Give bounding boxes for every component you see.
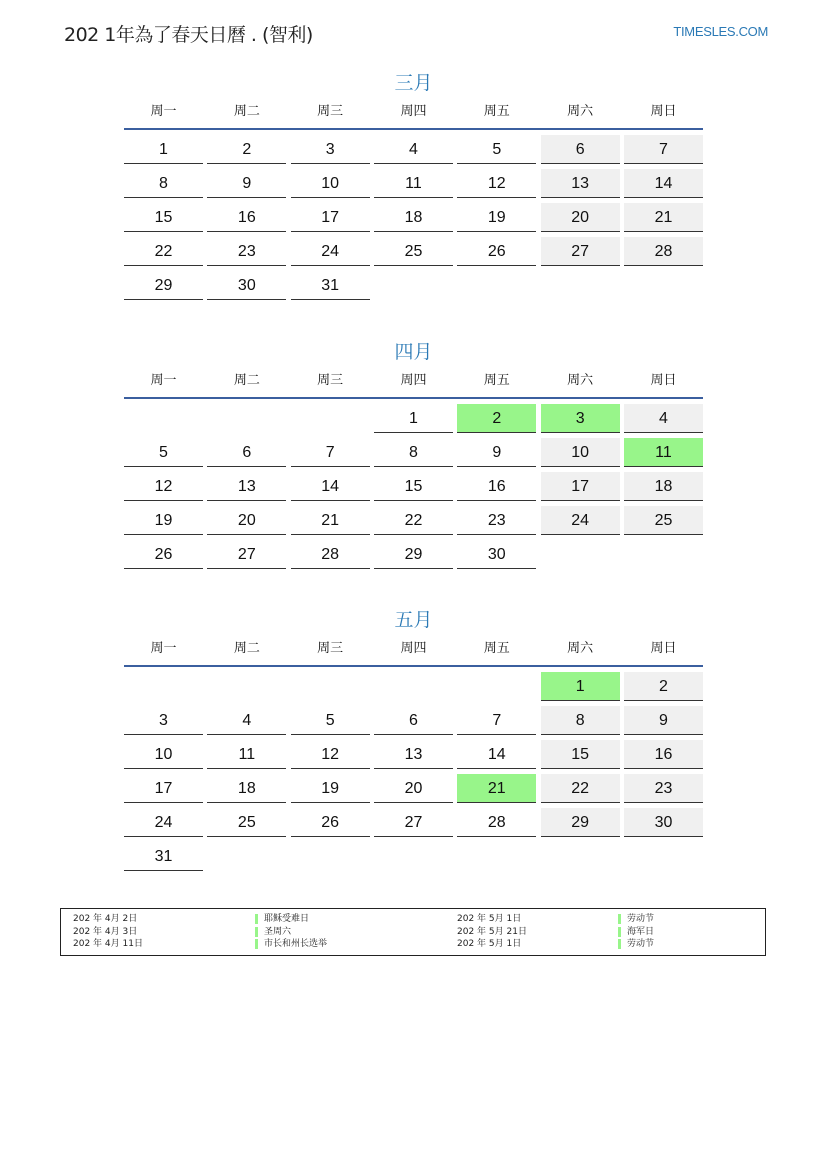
month-block <box>124 605 703 871</box>
holiday-day-cell[interactable]: 21 <box>457 774 536 803</box>
day-cell[interactable]: 12 <box>291 740 370 769</box>
day-cell[interactable]: 3 <box>291 135 370 164</box>
day-cell[interactable]: 30 <box>207 271 286 300</box>
day-cell[interactable]: 29 <box>374 540 453 569</box>
weekend-day-cell[interactable]: 2 <box>624 672 703 701</box>
day-cell[interactable]: 26 <box>457 237 536 266</box>
weekday-label: 周一 <box>150 641 177 656</box>
day-cell[interactable]: 10 <box>124 740 203 769</box>
holiday-marker-icon <box>618 927 621 937</box>
weekday-label: 周日 <box>650 373 677 388</box>
day-cell[interactable]: 12 <box>124 472 203 501</box>
weekday-label: 周三 <box>317 373 344 388</box>
day-cell[interactable]: 9 <box>207 169 286 198</box>
day-cell[interactable]: 26 <box>291 808 370 837</box>
day-cell[interactable]: 1 <box>374 404 453 433</box>
day-cell[interactable]: 1 <box>124 135 203 164</box>
day-cell[interactable]: 19 <box>457 203 536 232</box>
legend-date: 202 年 5月 21日 <box>457 926 527 937</box>
day-cell[interactable]: 16 <box>457 472 536 501</box>
day-cell[interactable]: 24 <box>291 237 370 266</box>
day-cell[interactable]: 20 <box>207 506 286 535</box>
day-cell[interactable]: 15 <box>124 203 203 232</box>
weekday-label: 周五 <box>483 641 510 656</box>
weekend-day-cell[interactable]: 18 <box>624 472 703 501</box>
legend-date: 202 年 4月 2日 <box>73 914 138 924</box>
day-cell[interactable]: 11 <box>207 740 286 769</box>
day-cell[interactable]: 29 <box>124 271 203 300</box>
weekend-day-cell[interactable]: 22 <box>541 774 620 803</box>
month-title: 五月 <box>394 609 433 631</box>
empty-cell <box>291 404 370 433</box>
day-cell[interactable]: 12 <box>457 169 536 198</box>
weekend-day-cell[interactable]: 9 <box>624 706 703 735</box>
day-cell[interactable]: 14 <box>457 740 536 769</box>
day-cell[interactable]: 5 <box>124 438 203 467</box>
legend-holiday-name: 圣周六 <box>264 926 292 937</box>
weekday-label: 周六 <box>567 373 594 388</box>
holiday-legend <box>60 908 766 956</box>
day-cell[interactable]: 21 <box>291 506 370 535</box>
day-cell[interactable]: 31 <box>124 842 203 871</box>
legend-date: 202 年 4月 11日 <box>73 939 143 949</box>
legend-holiday-name: 劳动节 <box>627 914 655 924</box>
weekday-label: 周三 <box>317 641 344 656</box>
day-cell[interactable]: 4 <box>374 135 453 164</box>
month-title: 四月 <box>394 341 433 363</box>
weekend-day-cell[interactable]: 10 <box>541 438 620 467</box>
site-brand[interactable]: TIMESLES.COM <box>673 24 768 39</box>
legend-holiday-name: 海军日 <box>627 926 655 937</box>
weekend-day-cell[interactable]: 23 <box>624 774 703 803</box>
weekday-header <box>124 639 703 667</box>
day-cell[interactable]: 30 <box>457 540 536 569</box>
day-cell[interactable]: 25 <box>207 808 286 837</box>
weekday-label: 周四 <box>400 373 427 388</box>
day-cell[interactable]: 14 <box>291 472 370 501</box>
weekday-label: 周五 <box>483 373 510 388</box>
day-cell[interactable]: 6 <box>207 438 286 467</box>
empty-cell <box>457 672 536 701</box>
legend-date: 202 年 5月 1日 <box>457 914 522 924</box>
day-cell[interactable]: 3 <box>124 706 203 735</box>
day-cell[interactable]: 13 <box>207 472 286 501</box>
day-cell[interactable]: 6 <box>374 706 453 735</box>
day-cell[interactable]: 24 <box>124 808 203 837</box>
day-cell[interactable]: 27 <box>207 540 286 569</box>
month-title: 三月 <box>394 72 433 94</box>
day-cell[interactable]: 18 <box>374 203 453 232</box>
day-cell[interactable]: 25 <box>374 237 453 266</box>
day-grid <box>124 404 703 569</box>
weekday-label: 周六 <box>567 641 594 656</box>
weekend-day-cell[interactable]: 16 <box>624 740 703 769</box>
legend-date: 202 年 5月 1日 <box>457 939 522 949</box>
day-grid <box>124 672 703 871</box>
day-cell[interactable]: 23 <box>207 237 286 266</box>
weekend-day-cell[interactable]: 7 <box>624 135 703 164</box>
day-cell[interactable]: 13 <box>374 740 453 769</box>
empty-cell <box>291 672 370 701</box>
weekday-label: 周一 <box>150 104 177 119</box>
day-cell[interactable]: 17 <box>124 774 203 803</box>
holiday-day-cell[interactable]: 3 <box>541 404 620 433</box>
weekend-day-cell[interactable]: 27 <box>541 237 620 266</box>
weekday-header <box>124 371 703 399</box>
holiday-day-cell[interactable]: 2 <box>457 404 536 433</box>
weekend-day-cell[interactable]: 20 <box>541 203 620 232</box>
weekend-day-cell[interactable]: 28 <box>624 237 703 266</box>
holiday-marker-icon <box>255 927 258 937</box>
month-block <box>124 337 703 569</box>
legend-date: 202 年 4月 3日 <box>73 926 138 937</box>
day-cell[interactable]: 2 <box>207 135 286 164</box>
weekday-label: 周日 <box>650 641 677 656</box>
day-cell[interactable]: 22 <box>374 506 453 535</box>
day-cell[interactable]: 19 <box>291 774 370 803</box>
day-cell[interactable]: 10 <box>291 169 370 198</box>
weekend-day-cell[interactable]: 30 <box>624 808 703 837</box>
day-cell[interactable]: 28 <box>457 808 536 837</box>
day-cell[interactable]: 11 <box>374 169 453 198</box>
weekday-label: 周日 <box>650 104 677 119</box>
weekend-day-cell[interactable]: 15 <box>541 740 620 769</box>
day-cell[interactable]: 22 <box>124 237 203 266</box>
weekend-day-cell[interactable]: 25 <box>624 506 703 535</box>
empty-cell <box>124 672 203 701</box>
day-cell[interactable]: 23 <box>457 506 536 535</box>
empty-cell <box>124 404 203 433</box>
empty-cell <box>374 672 453 701</box>
weekday-label: 周二 <box>233 104 260 119</box>
holiday-marker-icon <box>255 914 258 924</box>
month-block <box>124 68 703 300</box>
weekend-day-cell[interactable]: 8 <box>541 706 620 735</box>
legend-holiday-name: 劳动节 <box>627 939 655 949</box>
day-cell[interactable]: 28 <box>291 540 370 569</box>
day-cell[interactable]: 15 <box>374 472 453 501</box>
weekday-label: 周四 <box>400 641 427 656</box>
weekend-day-cell[interactable]: 13 <box>541 169 620 198</box>
day-cell[interactable]: 27 <box>374 808 453 837</box>
day-cell[interactable]: 19 <box>124 506 203 535</box>
day-cell[interactable]: 7 <box>457 706 536 735</box>
weekend-day-cell[interactable]: 21 <box>624 203 703 232</box>
weekday-label: 周六 <box>567 104 594 119</box>
weekend-day-cell[interactable]: 14 <box>624 169 703 198</box>
weekday-label: 周二 <box>233 373 260 388</box>
day-cell[interactable]: 20 <box>374 774 453 803</box>
day-cell[interactable]: 8 <box>374 438 453 467</box>
day-cell[interactable]: 26 <box>124 540 203 569</box>
empty-cell <box>207 672 286 701</box>
weekend-day-cell[interactable]: 17 <box>541 472 620 501</box>
weekend-day-cell[interactable]: 24 <box>541 506 620 535</box>
holiday-marker-icon <box>255 939 258 949</box>
day-cell[interactable]: 17 <box>291 203 370 232</box>
weekend-day-cell[interactable]: 4 <box>624 404 703 433</box>
weekday-label: 周三 <box>317 104 344 119</box>
day-cell[interactable]: 7 <box>291 438 370 467</box>
weekday-label: 周四 <box>400 104 427 119</box>
holiday-day-cell[interactable]: 11 <box>624 438 703 467</box>
legend-holiday-name: 耶稣受难日 <box>264 914 310 924</box>
day-cell[interactable]: 31 <box>291 271 370 300</box>
weekday-label: 周二 <box>233 641 260 656</box>
day-cell[interactable]: 5 <box>457 135 536 164</box>
weekday-label: 周一 <box>150 373 177 388</box>
day-cell[interactable]: 5 <box>291 706 370 735</box>
day-cell[interactable]: 8 <box>124 169 203 198</box>
weekday-header <box>124 102 703 130</box>
day-cell[interactable]: 18 <box>207 774 286 803</box>
day-cell[interactable]: 16 <box>207 203 286 232</box>
weekend-day-cell[interactable]: 6 <box>541 135 620 164</box>
weekend-day-cell[interactable]: 29 <box>541 808 620 837</box>
empty-cell <box>207 404 286 433</box>
holiday-marker-icon <box>618 914 621 924</box>
page-title: 202 1年為了春天日曆 . (智利) <box>64 24 313 46</box>
day-cell[interactable]: 4 <box>207 706 286 735</box>
holiday-marker-icon <box>618 939 621 949</box>
day-grid <box>124 135 703 300</box>
weekday-label: 周五 <box>483 104 510 119</box>
holiday-day-cell[interactable]: 1 <box>541 672 620 701</box>
legend-holiday-name: 市长和州长选举 <box>264 939 328 949</box>
day-cell[interactable]: 9 <box>457 438 536 467</box>
